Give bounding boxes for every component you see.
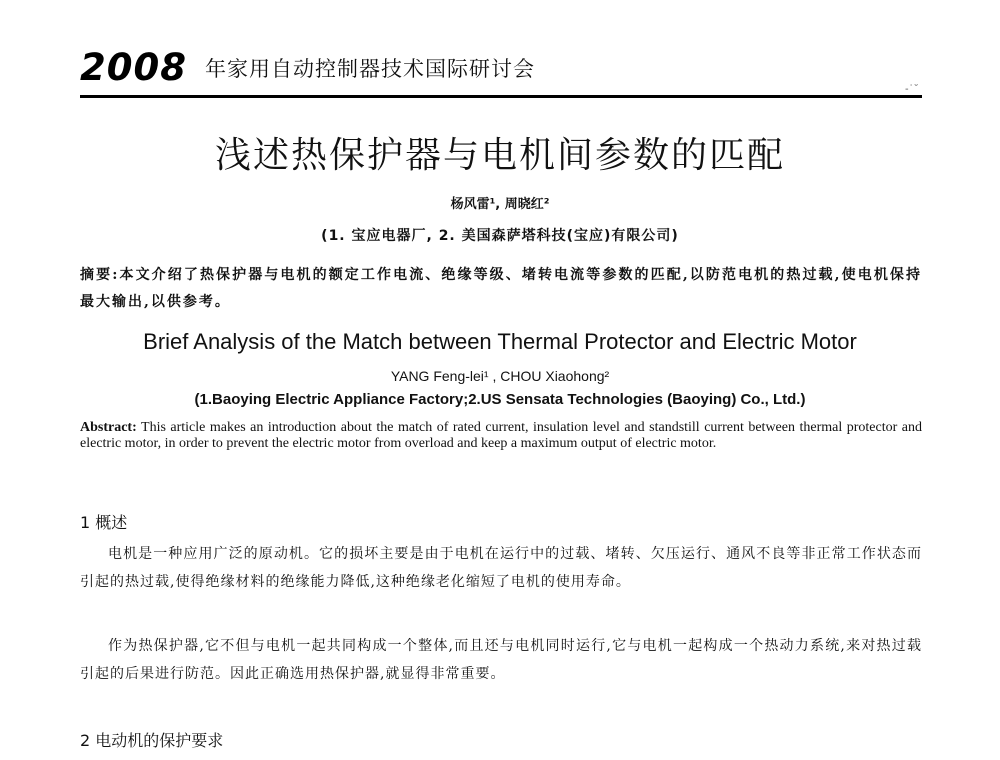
affiliation-cn: (1. 宝应电器厂, 2. 美国森萨塔科技(宝应)有限公司) — [321, 228, 679, 244]
authors-en: YANG Feng-lei¹ , CHOU Xiaohong² — [390, 368, 610, 384]
paragraph: 电机是一种应用广泛的原动机。它的损坏主要是由于电机在运行中的过载、堵转、欠压运行、通风不良等非正常工作状态而引起的热过载,使得绝缘材料的绝缘能力降低,这种绝缘老化缩短了电机的使用寿命。 — [80, 546, 922, 590]
section-heading: 1 概述 — [80, 513, 128, 532]
conference-name: 年家用自动控制器技术国际研讨会 — [205, 57, 535, 81]
abstract-en-label: Abstract: — [80, 420, 137, 435]
abstract-cn-label: 摘要: — [80, 267, 120, 283]
abstract-en — [80, 420, 922, 452]
affiliation-en: (1.Baoying Electric Appliance Factory;2.US Sensata Technologies (Baoying) Co., Ltd.) — [194, 391, 806, 408]
header-rule — [80, 95, 922, 98]
conference-header — [80, 46, 920, 90]
abstract-cn — [80, 262, 922, 316]
paragraph: 作为热保护器,它不但与电机一起共同构成一个整体,而且还与电机同时运行,它与电机一起构成一个热动力系统,来对热过载引起的后果进行防范。因此正确选用热保护器,就显得非常重要。 — [80, 638, 922, 682]
authors-cn: 杨风雷¹, 周晓红² — [450, 197, 550, 212]
section-heading: 2 电动机的保护要求 — [80, 731, 224, 750]
paper-title-cn: 浅述热保护器与电机间参数的匹配 — [214, 135, 785, 176]
abstract-en-text: This article makes an introduction about the match of rated current, insulation level and standstill current between thermal protector and electric motor, in order to prevent the electric motor from overload and keep a maximum output of electric motor. — [80, 420, 922, 451]
conference-year: 2008 — [80, 46, 187, 89]
paper-title-en: Brief Analysis of the Match between Thermal Protector and Electric Motor — [143, 329, 857, 354]
abstract-cn-text: 本文介绍了热保护器与电机的额定工作电流、绝缘等级、堵转电流等参数的匹配,以防范电机的热过载,使电机保持最大输出,以供参考。 — [80, 267, 923, 310]
corner-mark: -˙˘ — [905, 84, 919, 95]
